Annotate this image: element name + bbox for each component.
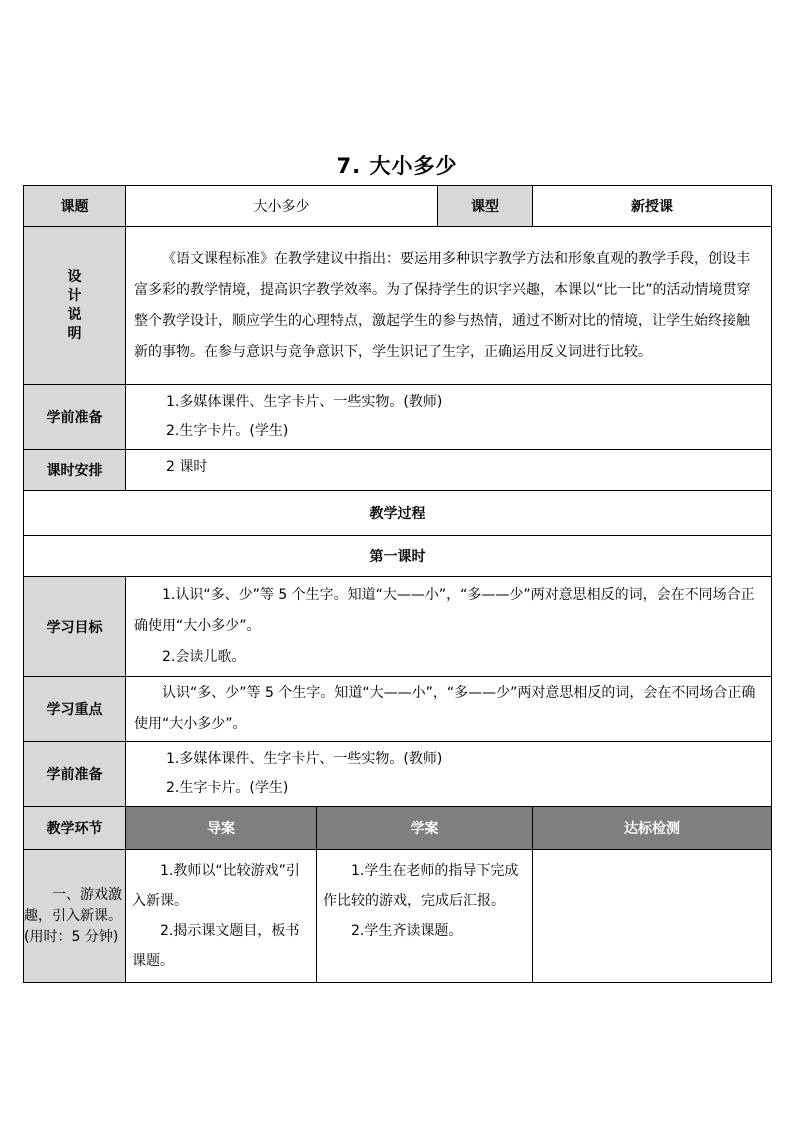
focus-cell — [126, 677, 772, 742]
goals-item: 2.会读儿歌。 — [162, 649, 246, 665]
prep2-row — [24, 742, 772, 807]
design-row — [24, 227, 772, 385]
prep2-label: 学前准备 — [24, 742, 126, 807]
steps-header-label: 教学环节 — [24, 807, 126, 850]
design-label-char: 设 — [67, 268, 82, 285]
design-label-char: 计 — [67, 287, 82, 304]
type-value: 新授课 — [533, 186, 772, 227]
goals-cell — [126, 577, 772, 677]
guide-cell — [126, 850, 317, 983]
stage-cell — [24, 850, 126, 983]
prep-cell — [126, 385, 772, 450]
col-check-header: 达标检测 — [533, 807, 772, 850]
guide-item: 2.揭示课文题目，板书课题。 — [132, 923, 300, 969]
focus-label: 学习重点 — [24, 677, 126, 742]
stage-text: 一、游戏激趣，引入新课。(用时：5 分钟) — [24, 886, 122, 945]
prep2-item: 1.多媒体课件、生字卡片、一些实物。(教师) — [166, 751, 443, 767]
page-title: 7. 大小多少 — [336, 154, 458, 178]
prep-item: 1.多媒体课件、生字卡片、一些实物。(教师) — [166, 394, 443, 410]
prep-item: 2.生字卡片。(学生) — [166, 423, 289, 439]
design-label-char: 说 — [67, 306, 82, 323]
focus-row — [24, 677, 772, 742]
design-text: 《语文课程标准》在教学建议中指出：要运用多种识字教学方法和形象直观的教学手段，创设丰富多彩的教学情境，提高识字教学效率。为了保持学生的识字兴趣，本课以“比一比”的活动情境贯穿整个教学设计，顺应学生的心理特点，激起学生的参与热情，通过不断对比的情境，让学生始终接触新的事物。在参与意识与竞争意识下，学生识记了生字，正确运用反义词进行比较。 — [134, 250, 751, 360]
goals-label: 学习目标 — [24, 577, 126, 677]
col-study-header: 学案 — [317, 807, 533, 850]
schedule-value: 2 课时 — [166, 459, 208, 475]
goals-row — [24, 577, 772, 677]
prep2-cell — [126, 742, 772, 807]
lesson-heading: 第一课时 — [24, 536, 772, 577]
design-label — [24, 227, 126, 385]
study-cell — [317, 850, 533, 983]
process-heading: 教学过程 — [24, 491, 772, 536]
prep-row — [24, 385, 772, 450]
lesson-heading-row — [24, 536, 772, 577]
topic-value: 大小多少 — [126, 186, 438, 227]
prep-label: 学前准备 — [24, 385, 126, 450]
schedule-row — [24, 450, 772, 491]
focus-text: 认识“多、少”等 5 个生字。知道“大——小”，“多——少”两对意思相反的词，会在不同场合正确使用“大小多少”。 — [134, 685, 756, 732]
lesson-plan-table — [23, 185, 772, 983]
table-row — [24, 850, 772, 983]
topic-row — [24, 186, 772, 227]
design-text-cell — [126, 227, 772, 385]
guide-item: 1.教师以“比较游戏”引入新课。 — [132, 863, 300, 909]
col-guide-header: 导案 — [126, 807, 317, 850]
design-label-char: 明 — [67, 325, 82, 342]
schedule-label: 课时安排 — [24, 450, 126, 491]
type-label: 课型 — [438, 186, 533, 227]
steps-header-row — [24, 807, 772, 850]
check-text — [533, 850, 771, 862]
schedule-cell — [126, 450, 772, 491]
topic-label: 课题 — [24, 186, 126, 227]
goals-item: 1.认识“多、少”等 5 个生字。知道“大——小”，“多——少”两对意思相反的词，会在不同场合正确使用“大小多少”。 — [134, 587, 755, 634]
prep2-item: 2.生字卡片。(学生) — [166, 780, 289, 796]
study-item: 2.学生齐读课题。 — [351, 923, 463, 939]
study-item: 1.学生在老师的指导下完成作比较的游戏，完成后汇报。 — [323, 863, 519, 909]
process-heading-row — [24, 491, 772, 536]
check-cell — [533, 850, 772, 983]
